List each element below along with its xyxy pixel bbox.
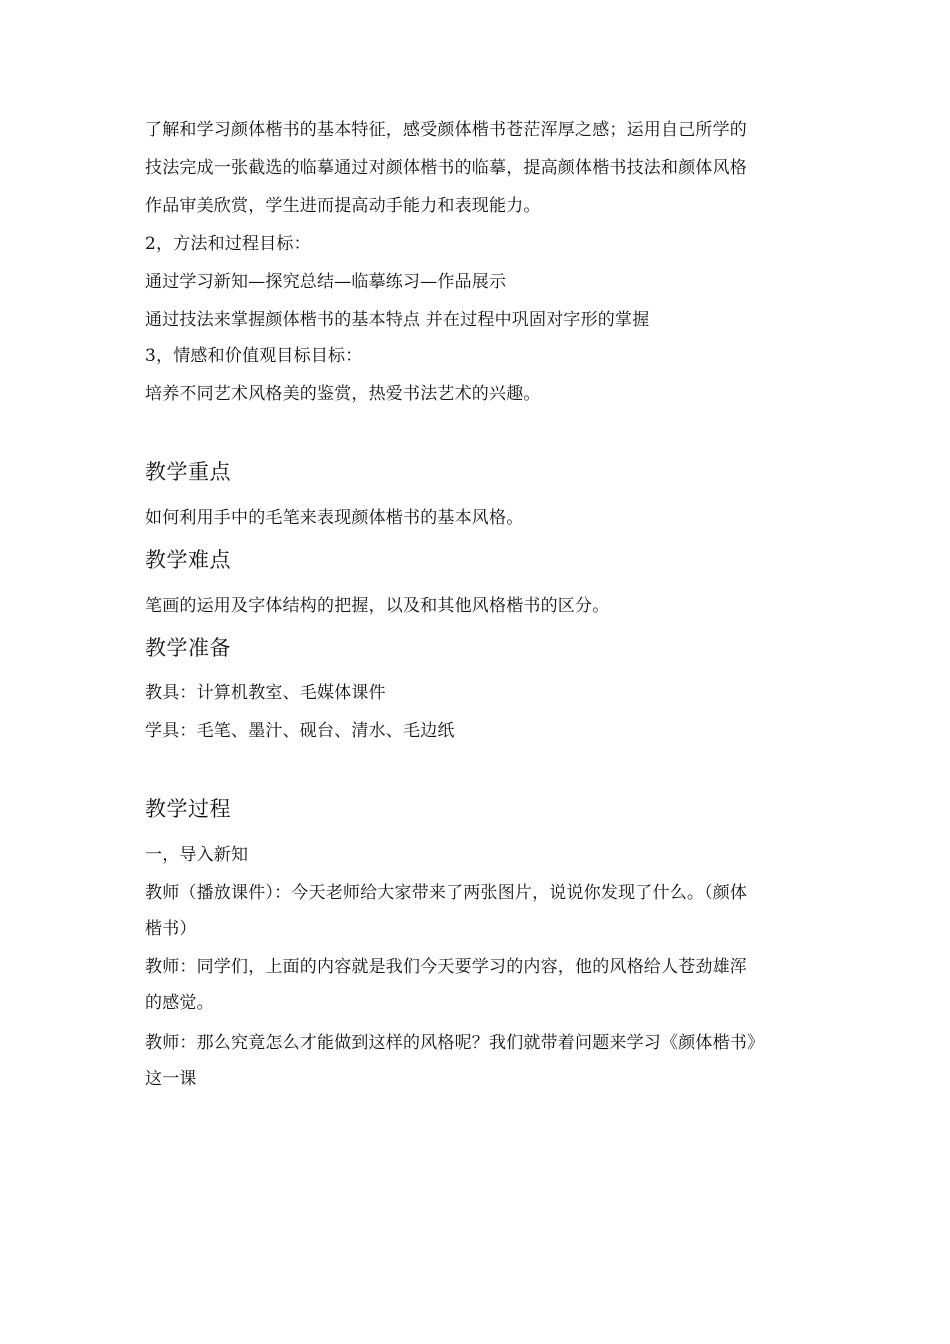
objective-item-2-line: 通过技法来掌握颜体楷书的基本特点 并在过程中巩固对字形的掌握: [145, 310, 650, 330]
difficulties-text: 笔画的运用及字体结构的把握，以及和其他风格楷书的区分。: [145, 596, 610, 616]
objective-item-3-line: 培养不同艺术风格美的鉴赏，热爱书法艺术的兴趣。: [145, 384, 541, 404]
process-heading: 教学过程: [145, 797, 231, 821]
objective-item-3-title: 3，情感和价值观目标目标：: [145, 346, 363, 366]
key-points-heading: 教学重点: [145, 460, 231, 484]
key-points-text: 如何利用手中的毛笔来表现颜体楷书的基本风格。: [145, 508, 524, 528]
objective-text-line: 技法完成一张截选的临摹通过对颜体楷书的临摹，提高颜体楷书技法和颜体风格: [145, 158, 747, 178]
process-paragraph-line: 楷书）: [145, 919, 197, 939]
process-paragraph-line: 的感觉。: [145, 993, 214, 1013]
process-step-title: 一，导入新知: [145, 845, 249, 865]
preparation-heading: 教学准备: [145, 636, 231, 660]
student-tools-text: 学具：毛笔、墨汁、砚台、清水、毛边纸: [145, 721, 455, 741]
difficulties-heading: 教学难点: [145, 548, 231, 572]
objective-text-line: 作品审美欣赏，学生进而提高动手能力和表现能力。: [145, 196, 541, 216]
process-paragraph-line: 教师（播放课件）：今天老师给大家带来了两张图片，说说你发现了什么。（颜体: [145, 883, 748, 903]
objective-item-2-title: 2，方法和过程目标：: [145, 234, 311, 254]
process-paragraph-line: 教师：同学们，上面的内容就是我们今天要学习的内容，他的风格给人苍劲雄浑: [145, 957, 747, 977]
process-paragraph-line: 教师：那么究竟怎么才能做到这样的风格呢？我们就带着问题来学习《颜体楷书》: [145, 1033, 765, 1053]
teacher-tools-text: 教具：计算机教室、毛媒体课件: [145, 683, 386, 703]
objective-item-2-line: 通过学习新知—探究总结—临摹练习—作品展示: [145, 272, 507, 292]
objective-text-line: 了解和学习颜体楷书的基本特征，感受颜体楷书苍茫浑厚之感；运用自己所学的: [145, 120, 747, 140]
process-paragraph-line: 这一课: [145, 1069, 197, 1089]
